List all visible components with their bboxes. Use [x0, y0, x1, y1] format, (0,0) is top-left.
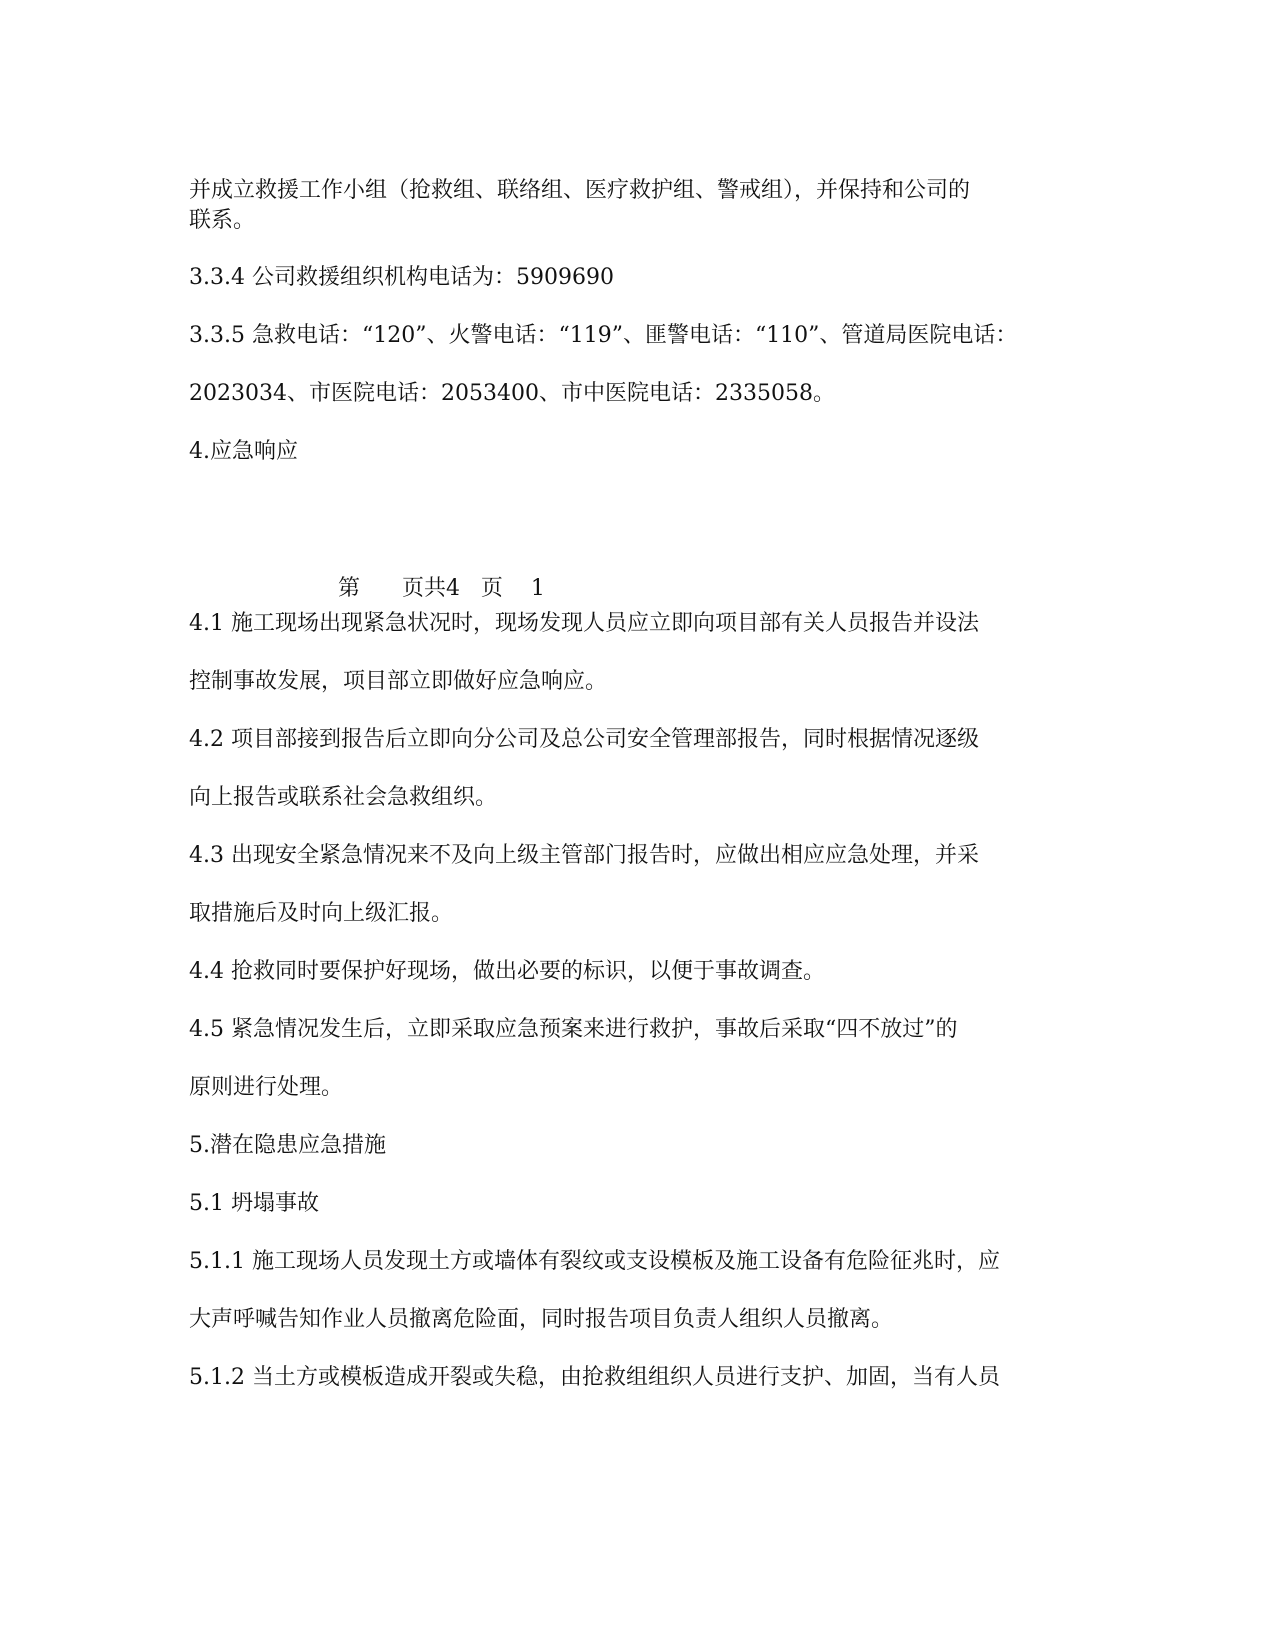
text-line: 并成立救援工作小组（抢救组、联络组、医疗救护组、警戒组），并保持和公司的 — [189, 178, 971, 203]
text-line: 取措施后及时向上级汇报。 — [189, 901, 454, 926]
section-heading: 5.潜在隐患应急措施 — [189, 1133, 386, 1158]
text-line: 5.1.1 施工现场人员发现土方或墙体有裂纹或支设模板及施工设备有危险征兆时，应 — [189, 1249, 1000, 1274]
text-line: 向上报告或联系社会急救组织。 — [189, 785, 498, 810]
text-line: 原则进行处理。 — [189, 1075, 344, 1100]
text-line: 4.3 出现安全紧急情况来不及向上级主管部门报告时，应做出相应应急处理，并采 — [189, 843, 979, 868]
text-line: 控制事故发展，项目部立即做好应急响应。 — [189, 669, 608, 694]
text-line: 大声呼喊告知作业人员撤离危险面，同时报告项目负责人组织人员撤离。 — [189, 1307, 894, 1332]
text-line: 2023034、市医院电话：2053400、市中医院电话：2335058。 — [189, 381, 835, 406]
subsection-heading: 5.1 坍塌事故 — [189, 1191, 319, 1216]
page-footer: 第 页共4 页 1 — [338, 576, 545, 601]
text-line: 5.1.2 当土方或模板造成开裂或失稳，由抢救组组织人员进行支护、加固，当有人员 — [189, 1365, 1000, 1390]
text-line: 4.5 紧急情况发生后，立即采取应急预案来进行救护，事故后采取“四不放过”的 — [189, 1017, 958, 1042]
text-line: 联系。 — [189, 208, 256, 233]
text-line: 4.2 项目部接到报告后立即向分公司及总公司安全管理部报告，同时根据情况逐级 — [189, 727, 979, 752]
text-line: 3.3.5 急救电话：“120”、火警电话：“119”、匪警电话：“110”、管道局医院电话： — [189, 323, 1018, 348]
text-line: 4.4 抢救同时要保护好现场，做出必要的标识，以便于事故调查。 — [189, 959, 825, 984]
section-heading: 4.应急响应 — [189, 439, 298, 464]
text-line: 3.3.4 公司救援组织机构电话为：5909690 — [189, 265, 614, 290]
text-line: 4.1 施工现场出现紧急状况时，现场发现人员应立即向项目部有关人员报告并设法 — [189, 611, 979, 636]
